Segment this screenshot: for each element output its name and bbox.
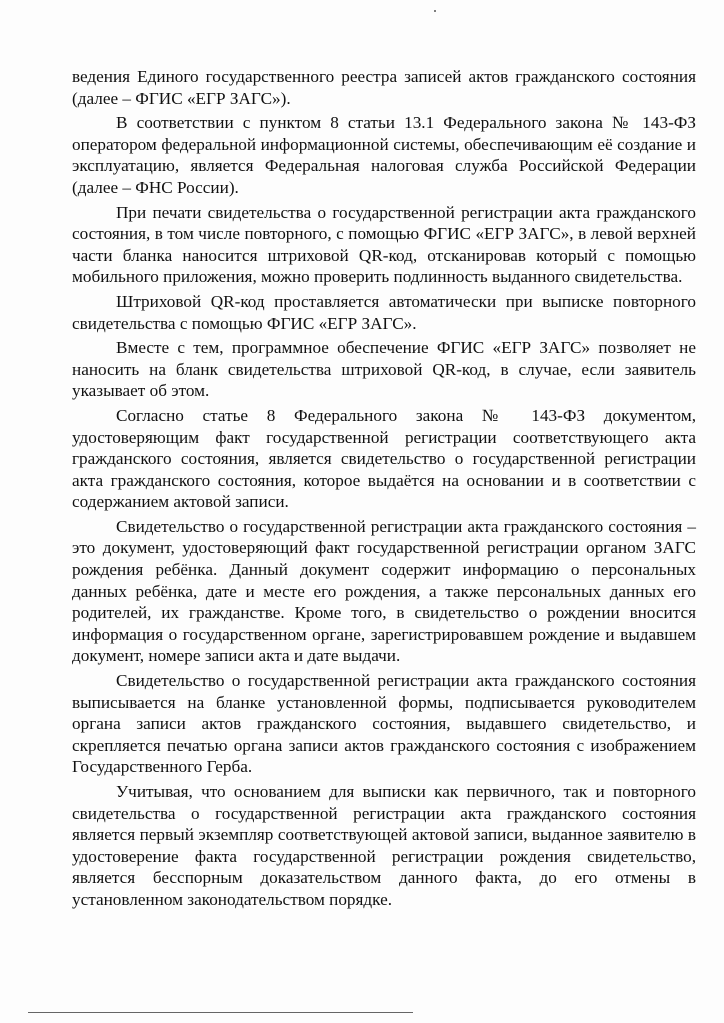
paragraph-certificate-content: Свидетельство о государственной регистрации акта гражданского состояния – это документ, удостоверяющий факт государственной регистрации органом ЗАГС рождения ребёнка. Данный документ содержит информацию о персональных данных ребёнка, дате и месте его рождения, а также персональных данных его родителей, их гражданстве. Кроме того, в свидетельство о рождении вносится информация о государственном органе, зарегистрировавшем рождение и выдавшем документ, номере записи акта и дате выдачи.	[72, 516, 696, 666]
footer-divider	[28, 1012, 413, 1013]
paragraph-qr-optional: Вместе с тем, программное обеспечение ФГИС «ЕГР ЗАГС» позволяет не наносить на бланк свидетельства штриховой QR-код, в случае, если заявитель указывает об этом.	[72, 338, 696, 401]
document-body	[72, 66, 696, 914]
paragraph-qr-automatic: Штриховой QR-код проставляется автоматически при выписке повторного свидетельства с помощью ФГИС «ЕГР ЗАГС».	[72, 291, 696, 333]
paragraph-continuation: ведения Единого государственного реестра записей актов гражданского состояния (далее – ФГИС «ЕГР ЗАГС»).	[72, 67, 696, 108]
paragraph-conclusion: Учитывая, что основанием для выписки как первичного, так и повторного свидетельства о государственной регистрации акта гражданского состояния является первый экземпляр соответствующей актовой записи, выданное заявителю в удостоверение факта государственной регистрации рождения свидетельство, является бесспорным доказательством данного факта, до его отмены в установленном законодательством порядке.	[72, 782, 696, 909]
paragraph-operator: В соответствии с пунктом 8 статьи 13.1 Федерального закона № 143-ФЗ оператором федеральной информационной системы, обеспечивающим её создание и эксплуатацию, является Федеральная налоговая служба Российской Федерации (далее – ФНС России).	[72, 113, 696, 197]
scan-speck	[434, 10, 436, 12]
paragraph-certificate-definition: Согласно статье 8 Федерального закона № 143-ФЗ документом, удостоверяющим факт государственной регистрации соответствующего акта гражданского состояния, является свидетельство о государственной регистрации акта гражданского состояния, которое выдаётся на основании и в соответствии с содержанием актовой записи.	[72, 405, 696, 512]
paragraph-certificate-form: Свидетельство о государственной регистрации акта гражданского состояния выписывается на бланке установленной формы, подписывается руководителем органа записи актов гражданского состояния, выдавшего свидетельство, и скрепляется печатью органа записи актов гражданского состояния с изображением Государственного Герба.	[72, 671, 696, 777]
paragraph-qr-printing: При печати свидетельства о государственной регистрации акта гражданского состояния, в том числе повторного, с помощью ФГИС «ЕГР ЗАГС», в левой верхней части бланка наносится штриховой QR-код, отсканировав который с помощью мобильного приложения, можно проверить подлинность выданного свидетельства.	[72, 202, 696, 287]
